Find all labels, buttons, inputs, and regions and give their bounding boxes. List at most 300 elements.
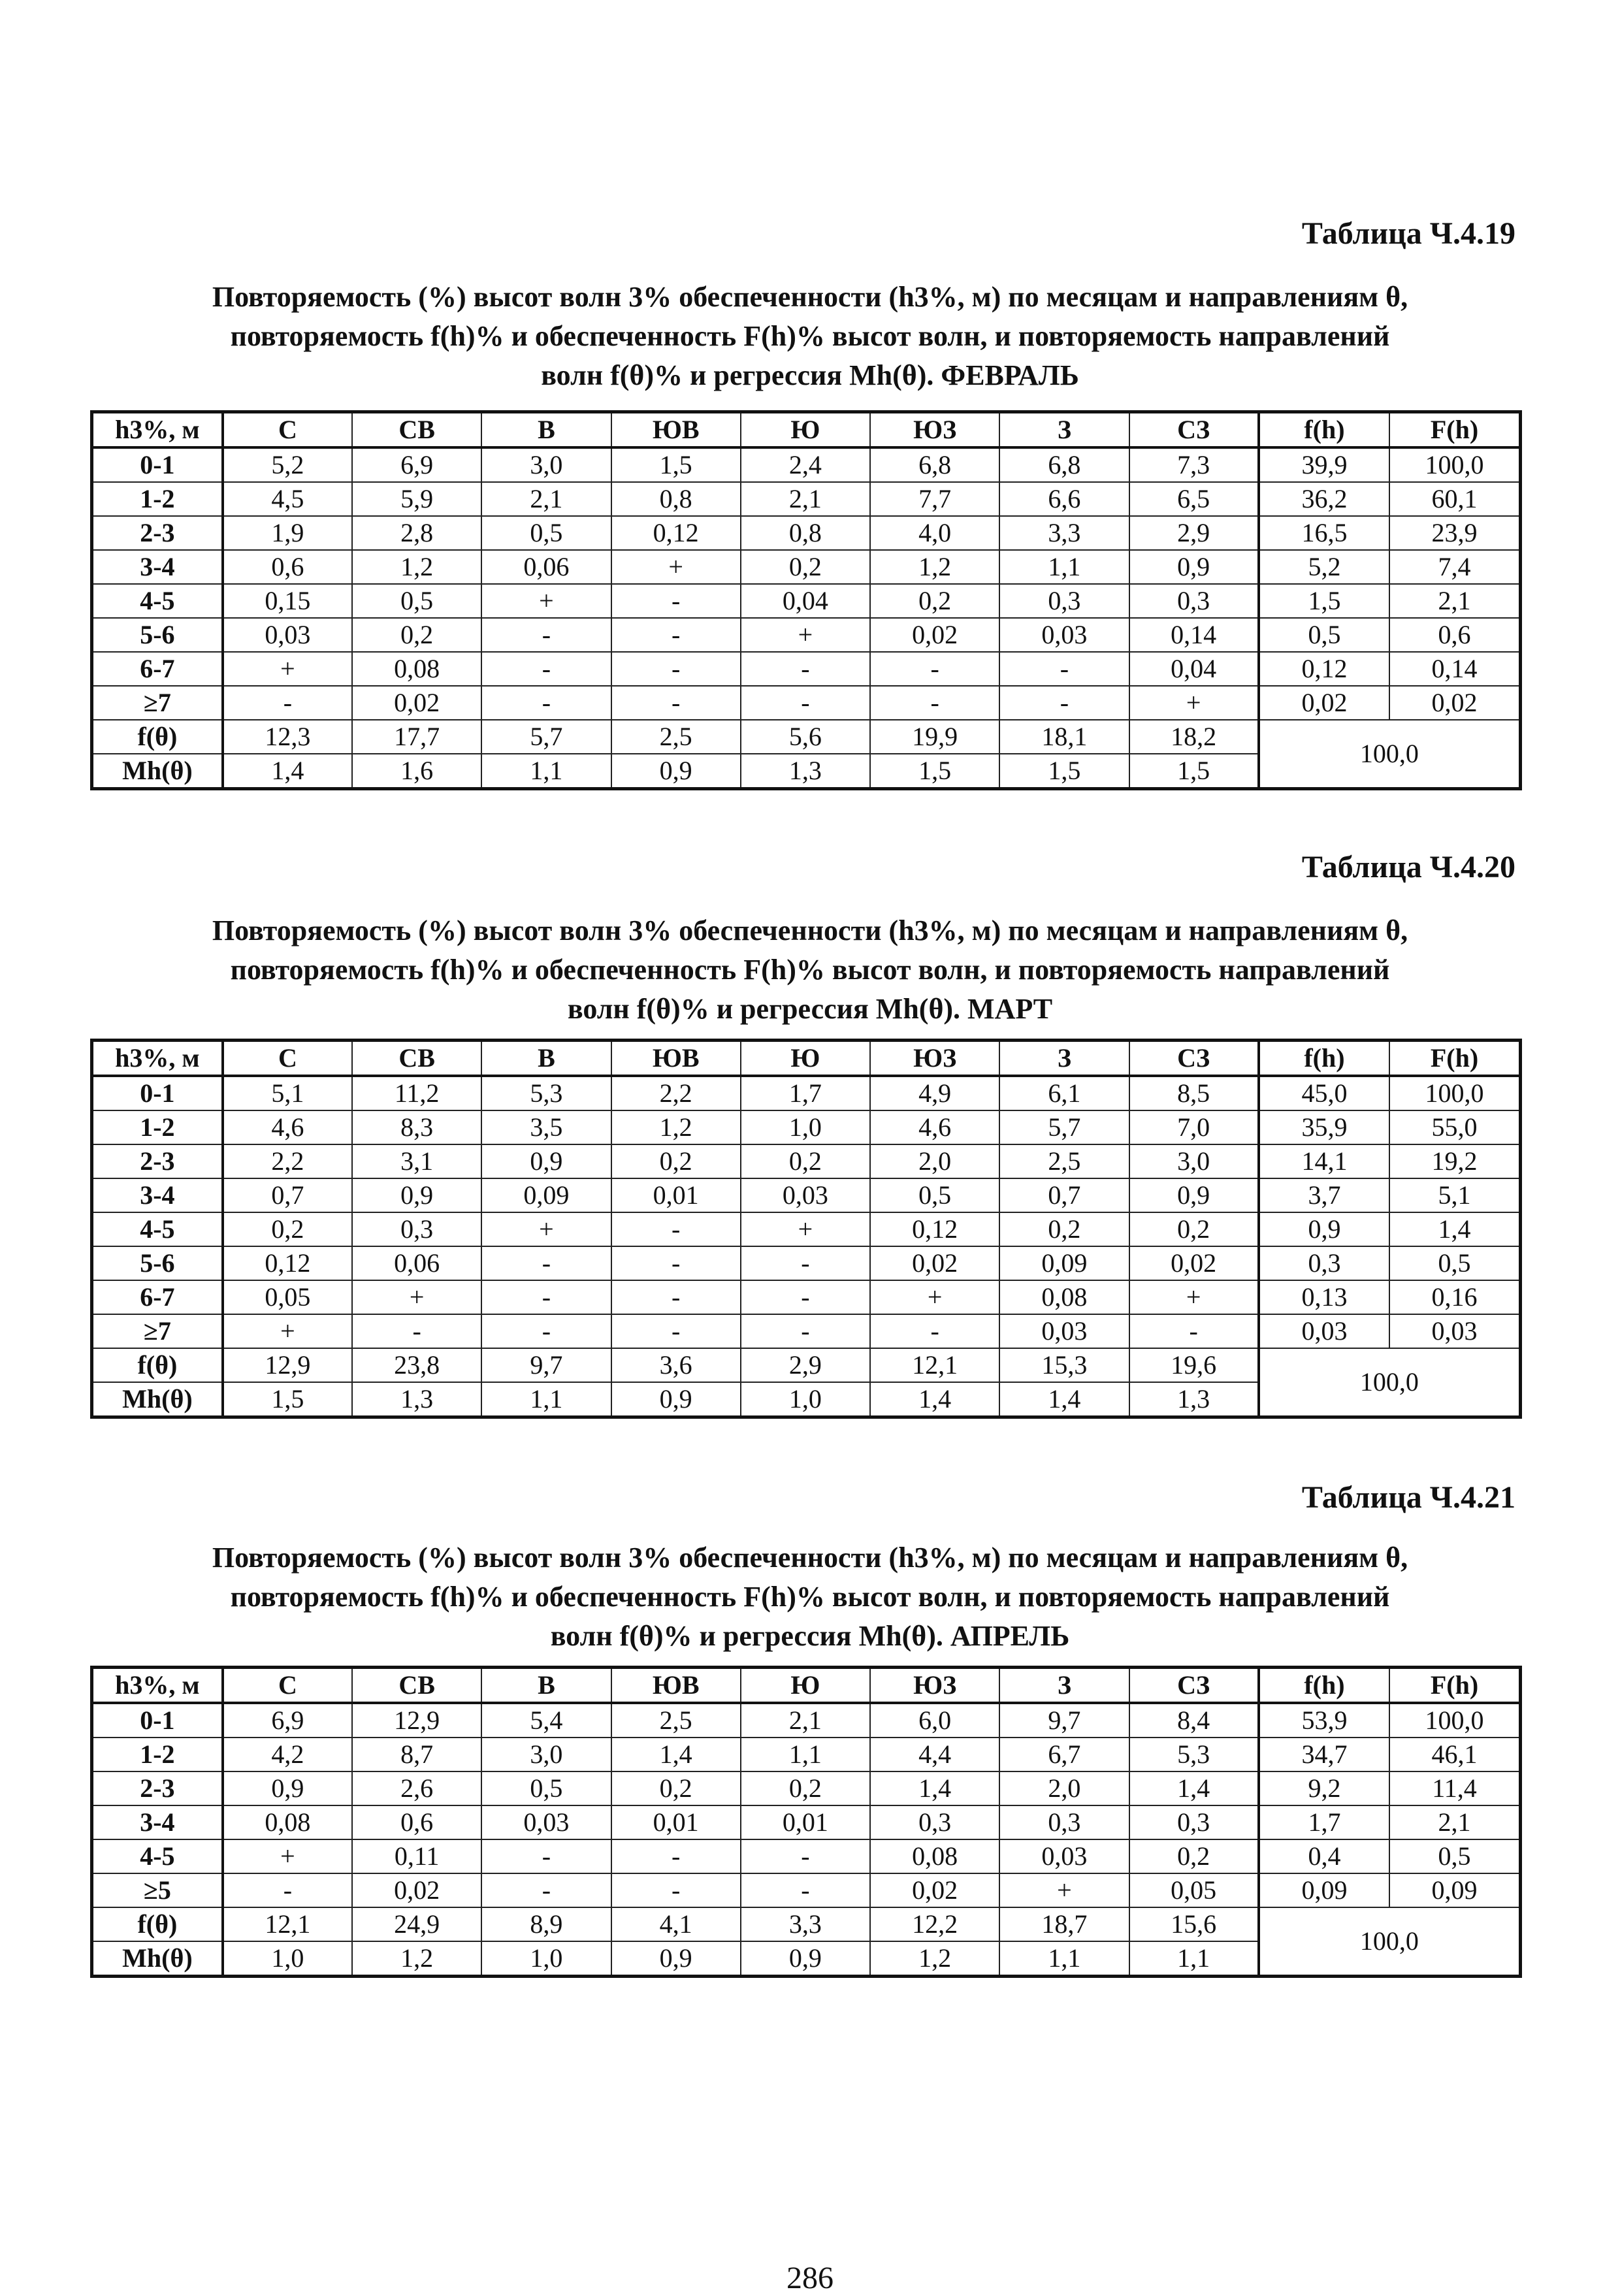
table-cell: + xyxy=(1129,1280,1259,1314)
table-cell: 2,5 xyxy=(611,720,741,754)
wave-table xyxy=(90,1666,1522,1978)
table-row xyxy=(92,1110,1521,1144)
table-cell: 19,6 xyxy=(1129,1348,1259,1382)
table-cell: 0,6 xyxy=(1389,618,1520,652)
table-cell: 0,9 xyxy=(1129,550,1259,584)
row-header: 1-2 xyxy=(92,1110,223,1144)
table-row xyxy=(92,584,1521,618)
table-number: Таблица Ч.4.20 xyxy=(1301,850,1515,884)
table-cell: 3,3 xyxy=(999,516,1129,550)
table-row xyxy=(92,1212,1521,1246)
table-cell: 100,0 xyxy=(1389,447,1520,482)
table-cell: 23,8 xyxy=(352,1348,481,1382)
table-cell: 1,0 xyxy=(481,1941,611,1977)
table-number: Таблица Ч.4.21 xyxy=(1301,1480,1515,1515)
table-cell: 2,0 xyxy=(870,1144,999,1178)
table-cell: 4,6 xyxy=(223,1110,352,1144)
table-cell: + xyxy=(741,1212,870,1246)
table-cell: 4,9 xyxy=(870,1076,999,1110)
table-header-row xyxy=(92,412,1521,448)
table-cell: - xyxy=(870,1314,999,1348)
table-cell: 3,0 xyxy=(481,447,611,482)
table-cell: 3,1 xyxy=(352,1144,481,1178)
table-cell: 1,4 xyxy=(1129,1771,1259,1805)
table-cell: - xyxy=(481,652,611,686)
column-header: ЮВ xyxy=(611,412,741,448)
table-cell: 0,01 xyxy=(611,1178,741,1212)
table-cell: 0,9 xyxy=(611,754,741,789)
table-cell: 0,2 xyxy=(1129,1212,1259,1246)
table-cell: - xyxy=(1129,1314,1259,1348)
table-cell: 0,11 xyxy=(352,1839,481,1873)
table-row xyxy=(92,1178,1521,1212)
column-header: В xyxy=(481,412,611,448)
table-cell: 1,5 xyxy=(223,1382,352,1417)
table-cell: 0,2 xyxy=(611,1144,741,1178)
table-cell: 1,1 xyxy=(481,754,611,789)
row-header: Mh(θ) xyxy=(92,1382,223,1417)
table-cell: 1,4 xyxy=(611,1738,741,1771)
table-cell: - xyxy=(352,1314,481,1348)
table-row xyxy=(92,1703,1521,1738)
table-cell: 0,09 xyxy=(1259,1873,1389,1907)
table-cell: 5,2 xyxy=(1259,550,1389,584)
row-header: Mh(θ) xyxy=(92,754,223,789)
table-cell: 23,9 xyxy=(1389,516,1520,550)
table-cell: 0,3 xyxy=(352,1212,481,1246)
table-cell: 24,9 xyxy=(352,1907,481,1941)
table-cell: - xyxy=(741,1314,870,1348)
wave-table xyxy=(90,1039,1522,1419)
table-row xyxy=(92,652,1521,686)
caption-line: волн f(θ)% и регрессия Mh(θ). МАРТ xyxy=(567,993,1053,1025)
table-row xyxy=(92,686,1521,720)
column-header: h3%, м xyxy=(92,1041,223,1076)
row-header: f(θ) xyxy=(92,720,223,754)
caption-line: повторяемость f(h)% и обеспеченность F(h)% высот волн, и повторяемость направлений xyxy=(230,954,1390,986)
column-header: В xyxy=(481,1041,611,1076)
table-cell: 53,9 xyxy=(1259,1703,1389,1738)
table-caption xyxy=(98,1538,1522,1656)
table-cell: 0,12 xyxy=(611,516,741,550)
table-cell: 5,7 xyxy=(481,720,611,754)
table-cell: - xyxy=(481,1873,611,1907)
f-theta-row xyxy=(92,1907,1521,1941)
row-header: 6-7 xyxy=(92,652,223,686)
table-cell: 0,2 xyxy=(611,1771,741,1805)
table-cell: 1,1 xyxy=(481,1382,611,1417)
table-cell: 0,3 xyxy=(870,1805,999,1839)
table-cell: 1,5 xyxy=(870,754,999,789)
table-cell: 6,5 xyxy=(1129,482,1259,516)
table-cell: 11,4 xyxy=(1389,1771,1520,1805)
table-cell: 39,9 xyxy=(1259,447,1389,482)
table-cell: 3,5 xyxy=(481,1110,611,1144)
column-header: З xyxy=(999,412,1129,448)
table-cell: 1,4 xyxy=(870,1771,999,1805)
table-cell: 0,2 xyxy=(741,1144,870,1178)
table-cell: 0,09 xyxy=(999,1246,1129,1280)
row-header: 4-5 xyxy=(92,584,223,618)
table-cell: 0,3 xyxy=(1129,584,1259,618)
table-cell: 5,7 xyxy=(999,1110,1129,1144)
table-cell: - xyxy=(611,1314,741,1348)
column-header: ЮВ xyxy=(611,1668,741,1704)
table-cell: 100,0 xyxy=(1389,1703,1520,1738)
table-cell: 16,5 xyxy=(1259,516,1389,550)
table-cell: + xyxy=(352,1280,481,1314)
row-header: 5-6 xyxy=(92,618,223,652)
table-cell: 6,1 xyxy=(999,1076,1129,1110)
table-cell: 3,0 xyxy=(481,1738,611,1771)
column-header: СВ xyxy=(352,1668,481,1704)
table-cell: - xyxy=(611,1212,741,1246)
table-cell: + xyxy=(481,584,611,618)
column-header: ЮЗ xyxy=(870,1668,999,1704)
table-cell: 12,1 xyxy=(870,1348,999,1382)
table-cell: 4,0 xyxy=(870,516,999,550)
table-cell: 1,5 xyxy=(1129,754,1259,789)
table-cell: 0,8 xyxy=(741,516,870,550)
table-cell: 0,2 xyxy=(741,1771,870,1805)
table-cell: 55,0 xyxy=(1389,1110,1520,1144)
table-cell: 2,5 xyxy=(999,1144,1129,1178)
page-number: 286 xyxy=(786,2261,834,2295)
table-cell: 0,12 xyxy=(870,1212,999,1246)
table-cell: - xyxy=(741,1839,870,1873)
total-cell: 100,0 xyxy=(1259,1348,1521,1417)
column-header: СВ xyxy=(352,412,481,448)
table-cell: 1,7 xyxy=(1259,1805,1389,1839)
row-header: ≥7 xyxy=(92,686,223,720)
row-header: 4-5 xyxy=(92,1839,223,1873)
table-cell: 0,08 xyxy=(999,1280,1129,1314)
table-cell: 0,5 xyxy=(481,516,611,550)
table-cell: - xyxy=(223,686,352,720)
table-cell: 12,9 xyxy=(352,1703,481,1738)
table-cell: 0,2 xyxy=(352,618,481,652)
column-header: f(h) xyxy=(1259,1668,1389,1704)
table-cell: 0,01 xyxy=(611,1805,741,1839)
row-header: 0-1 xyxy=(92,1076,223,1110)
table-cell: 0,7 xyxy=(223,1178,352,1212)
table-cell: 12,3 xyxy=(223,720,352,754)
f-theta-row xyxy=(92,720,1521,754)
total-cell: 100,0 xyxy=(1259,720,1521,789)
row-header: 4-5 xyxy=(92,1212,223,1246)
table-cell: 2,6 xyxy=(352,1771,481,1805)
table-cell: 8,5 xyxy=(1129,1076,1259,1110)
table-cell: 0,06 xyxy=(481,550,611,584)
table-cell: 12,1 xyxy=(223,1907,352,1941)
column-header: ЮЗ xyxy=(870,1041,999,1076)
table-cell: 6,7 xyxy=(999,1738,1129,1771)
table-cell: 14,1 xyxy=(1259,1144,1389,1178)
table-cell: 1,3 xyxy=(352,1382,481,1417)
row-header: ≥5 xyxy=(92,1873,223,1907)
table-cell: 4,6 xyxy=(870,1110,999,1144)
table-cell: 15,6 xyxy=(1129,1907,1259,1941)
table-cell: 3,7 xyxy=(1259,1178,1389,1212)
column-header: Ю xyxy=(741,412,870,448)
table-cell: 4,4 xyxy=(870,1738,999,1771)
table-cell: 5,9 xyxy=(352,482,481,516)
caption-line: Повторяемость (%) высот волн 3% обеспеченности (h3%, м) по месяцам и направлениям θ, xyxy=(212,914,1408,946)
table-cell: 0,03 xyxy=(223,618,352,652)
caption-line: волн f(θ)% и регрессия Mh(θ). ФЕВРАЛЬ xyxy=(541,359,1079,391)
table-cell: 7,4 xyxy=(1389,550,1520,584)
table-cell: - xyxy=(870,652,999,686)
table-caption xyxy=(98,278,1522,395)
table-cell: 0,12 xyxy=(1259,652,1389,686)
table-cell: 0,5 xyxy=(1389,1246,1520,1280)
row-header: f(θ) xyxy=(92,1907,223,1941)
table-cell: 0,05 xyxy=(223,1280,352,1314)
table-cell: 0,5 xyxy=(870,1178,999,1212)
table-cell: 6,9 xyxy=(352,447,481,482)
table-cell: 0,16 xyxy=(1389,1280,1520,1314)
table-number: Таблица Ч.4.19 xyxy=(1301,216,1515,251)
table-cell: 0,9 xyxy=(741,1941,870,1977)
table-cell: 2,1 xyxy=(741,482,870,516)
table-row xyxy=(92,1246,1521,1280)
table-cell: 1,2 xyxy=(611,1110,741,1144)
table-cell: - xyxy=(999,686,1129,720)
table-cell: 9,2 xyxy=(1259,1771,1389,1805)
table-cell: - xyxy=(481,1280,611,1314)
column-header: З xyxy=(999,1041,1129,1076)
table-cell: 18,2 xyxy=(1129,720,1259,754)
table-header-row xyxy=(92,1041,1521,1076)
table-cell: 8,3 xyxy=(352,1110,481,1144)
table-cell: + xyxy=(223,652,352,686)
table-cell: 1,1 xyxy=(999,550,1129,584)
table-cell: 0,03 xyxy=(1259,1314,1389,1348)
table-cell: 0,5 xyxy=(1259,618,1389,652)
table-row xyxy=(92,1839,1521,1873)
table-cell: 18,7 xyxy=(999,1907,1129,1941)
table-cell: 6,0 xyxy=(870,1703,999,1738)
row-header: 1-2 xyxy=(92,482,223,516)
row-header: 5-6 xyxy=(92,1246,223,1280)
total-cell: 100,0 xyxy=(1259,1907,1521,1977)
caption-line: Повторяемость (%) высот волн 3% обеспеченности (h3%, м) по месяцам и направлениям θ, xyxy=(212,1542,1408,1574)
table-cell: 5,6 xyxy=(741,720,870,754)
table-cell: 0,9 xyxy=(611,1382,741,1417)
table-cell: 7,0 xyxy=(1129,1110,1259,1144)
table-cell: 1,4 xyxy=(223,754,352,789)
table-cell: 0,2 xyxy=(870,584,999,618)
row-header: 3-4 xyxy=(92,1178,223,1212)
table-cell: 5,1 xyxy=(1389,1178,1520,1212)
table-cell: - xyxy=(741,652,870,686)
table-cell: 0,5 xyxy=(352,584,481,618)
table-cell: 6,6 xyxy=(999,482,1129,516)
table-row xyxy=(92,1314,1521,1348)
table-cell: 0,08 xyxy=(870,1839,999,1873)
table-cell: 0,14 xyxy=(1389,652,1520,686)
table-row xyxy=(92,1144,1521,1178)
table-cell: 17,7 xyxy=(352,720,481,754)
table-row xyxy=(92,1805,1521,1839)
column-header: В xyxy=(481,1668,611,1704)
row-header: 0-1 xyxy=(92,1703,223,1738)
column-header: f(h) xyxy=(1259,412,1389,448)
table-cell: 0,3 xyxy=(1259,1246,1389,1280)
table-cell: 2,5 xyxy=(611,1703,741,1738)
table-cell: 0,2 xyxy=(999,1212,1129,1246)
table-cell: 0,14 xyxy=(1129,618,1259,652)
table-cell: 0,9 xyxy=(352,1178,481,1212)
table-cell: + xyxy=(741,618,870,652)
table-cell: 2,4 xyxy=(741,447,870,482)
row-header: 2-3 xyxy=(92,1144,223,1178)
row-header: 2-3 xyxy=(92,1771,223,1805)
table-cell: 1,2 xyxy=(352,550,481,584)
table-cell: 18,1 xyxy=(999,720,1129,754)
row-header: 2-3 xyxy=(92,516,223,550)
table-cell: 0,04 xyxy=(1129,652,1259,686)
table-cell: 0,06 xyxy=(352,1246,481,1280)
row-header: 6-7 xyxy=(92,1280,223,1314)
table-cell: 3,3 xyxy=(741,1907,870,1941)
table-cell: - xyxy=(481,1246,611,1280)
table-cell: - xyxy=(999,652,1129,686)
table-cell: 45,0 xyxy=(1259,1076,1389,1110)
table-cell: 12,2 xyxy=(870,1907,999,1941)
table-cell: - xyxy=(741,686,870,720)
table-cell: - xyxy=(741,1280,870,1314)
table-cell: 12,9 xyxy=(223,1348,352,1382)
table-cell: 2,2 xyxy=(223,1144,352,1178)
row-header: 3-4 xyxy=(92,1805,223,1839)
table-cell: 0,3 xyxy=(999,1805,1129,1839)
table-cell: 0,3 xyxy=(1129,1805,1259,1839)
table-cell: 0,02 xyxy=(1389,686,1520,720)
table-cell: 0,9 xyxy=(611,1941,741,1977)
table-cell: - xyxy=(223,1873,352,1907)
table-cell: + xyxy=(999,1873,1129,1907)
table-cell: 1,9 xyxy=(223,516,352,550)
table-cell: 19,2 xyxy=(1389,1144,1520,1178)
table-cell: - xyxy=(611,1839,741,1873)
table-cell: 3,6 xyxy=(611,1348,741,1382)
table-cell: 0,08 xyxy=(223,1805,352,1839)
table-cell: 0,03 xyxy=(741,1178,870,1212)
table-cell: + xyxy=(1129,686,1259,720)
table-row xyxy=(92,550,1521,584)
table-cell: 2,9 xyxy=(741,1348,870,1382)
table-cell: 0,03 xyxy=(999,1314,1129,1348)
table-cell: 0,02 xyxy=(870,1246,999,1280)
table-cell: 0,02 xyxy=(870,618,999,652)
table-cell: 0,03 xyxy=(481,1805,611,1839)
column-header: З xyxy=(999,1668,1129,1704)
table-cell: 2,1 xyxy=(741,1703,870,1738)
column-header: ЮЗ xyxy=(870,412,999,448)
table-cell: 1,5 xyxy=(1259,584,1389,618)
table-cell: 1,2 xyxy=(870,1941,999,1977)
table-cell: 1,0 xyxy=(223,1941,352,1977)
table-cell: 0,9 xyxy=(1259,1212,1389,1246)
table-cell: 5,4 xyxy=(481,1703,611,1738)
table-cell: - xyxy=(870,686,999,720)
table-cell: 0,9 xyxy=(223,1771,352,1805)
row-header: 3-4 xyxy=(92,550,223,584)
table-cell: 8,7 xyxy=(352,1738,481,1771)
table-cell: 0,01 xyxy=(741,1805,870,1839)
table-cell: 1,1 xyxy=(1129,1941,1259,1977)
table-cell: 5,2 xyxy=(223,447,352,482)
table-cell: 2,1 xyxy=(1389,584,1520,618)
table-cell: 0,02 xyxy=(352,686,481,720)
row-header: 0-1 xyxy=(92,447,223,482)
table-cell: 2,8 xyxy=(352,516,481,550)
table-cell: 0,02 xyxy=(870,1873,999,1907)
wave-table xyxy=(90,410,1522,790)
column-header: С xyxy=(223,1041,352,1076)
table-row xyxy=(92,447,1521,482)
caption-line: повторяемость f(h)% и обеспеченность F(h)% высот волн, и повторяемость направлений xyxy=(230,1581,1390,1613)
caption-line: Повторяемость (%) высот волн 3% обеспеченности (h3%, м) по месяцам и направлениям θ, xyxy=(212,281,1408,313)
column-header: Ю xyxy=(741,1041,870,1076)
table-cell: - xyxy=(611,1873,741,1907)
row-header: 1-2 xyxy=(92,1738,223,1771)
table-cell: 0,2 xyxy=(223,1212,352,1246)
table-cell: 6,8 xyxy=(999,447,1129,482)
table-cell: 60,1 xyxy=(1389,482,1520,516)
table-row xyxy=(92,1771,1521,1805)
table-cell: 7,3 xyxy=(1129,447,1259,482)
table-cell: 2,9 xyxy=(1129,516,1259,550)
table-cell: 0,12 xyxy=(223,1246,352,1280)
table-cell: 36,2 xyxy=(1259,482,1389,516)
table-cell: - xyxy=(611,618,741,652)
table-cell: 6,9 xyxy=(223,1703,352,1738)
table-cell: 4,5 xyxy=(223,482,352,516)
table-cell: 0,6 xyxy=(352,1805,481,1839)
table-cell: - xyxy=(611,1246,741,1280)
table-cell: + xyxy=(481,1212,611,1246)
table-cell: - xyxy=(611,686,741,720)
table-cell: 1,4 xyxy=(1389,1212,1520,1246)
table-cell: 5,1 xyxy=(223,1076,352,1110)
table-cell: 0,09 xyxy=(1389,1873,1520,1907)
table-cell: 5,3 xyxy=(1129,1738,1259,1771)
table-cell: 4,2 xyxy=(223,1738,352,1771)
table-cell: 2,2 xyxy=(611,1076,741,1110)
row-header: ≥7 xyxy=(92,1314,223,1348)
table-row xyxy=(92,1873,1521,1907)
table-row xyxy=(92,482,1521,516)
table-cell: - xyxy=(481,1314,611,1348)
table-cell: 0,03 xyxy=(1389,1314,1520,1348)
f-theta-row xyxy=(92,1348,1521,1382)
table-cell: 0,3 xyxy=(999,584,1129,618)
table-cell: 0,02 xyxy=(1259,686,1389,720)
table-cell: - xyxy=(611,584,741,618)
table-cell: 2,1 xyxy=(1389,1805,1520,1839)
table-cell: 0,03 xyxy=(999,1839,1129,1873)
row-header: f(θ) xyxy=(92,1348,223,1382)
table-cell: 100,0 xyxy=(1389,1076,1520,1110)
column-header: Ю xyxy=(741,1668,870,1704)
column-header: СЗ xyxy=(1129,412,1259,448)
table-cell: 9,7 xyxy=(999,1703,1129,1738)
table-cell: 0,8 xyxy=(611,482,741,516)
table-cell: 0,2 xyxy=(1129,1839,1259,1873)
table-cell: 4,1 xyxy=(611,1907,741,1941)
